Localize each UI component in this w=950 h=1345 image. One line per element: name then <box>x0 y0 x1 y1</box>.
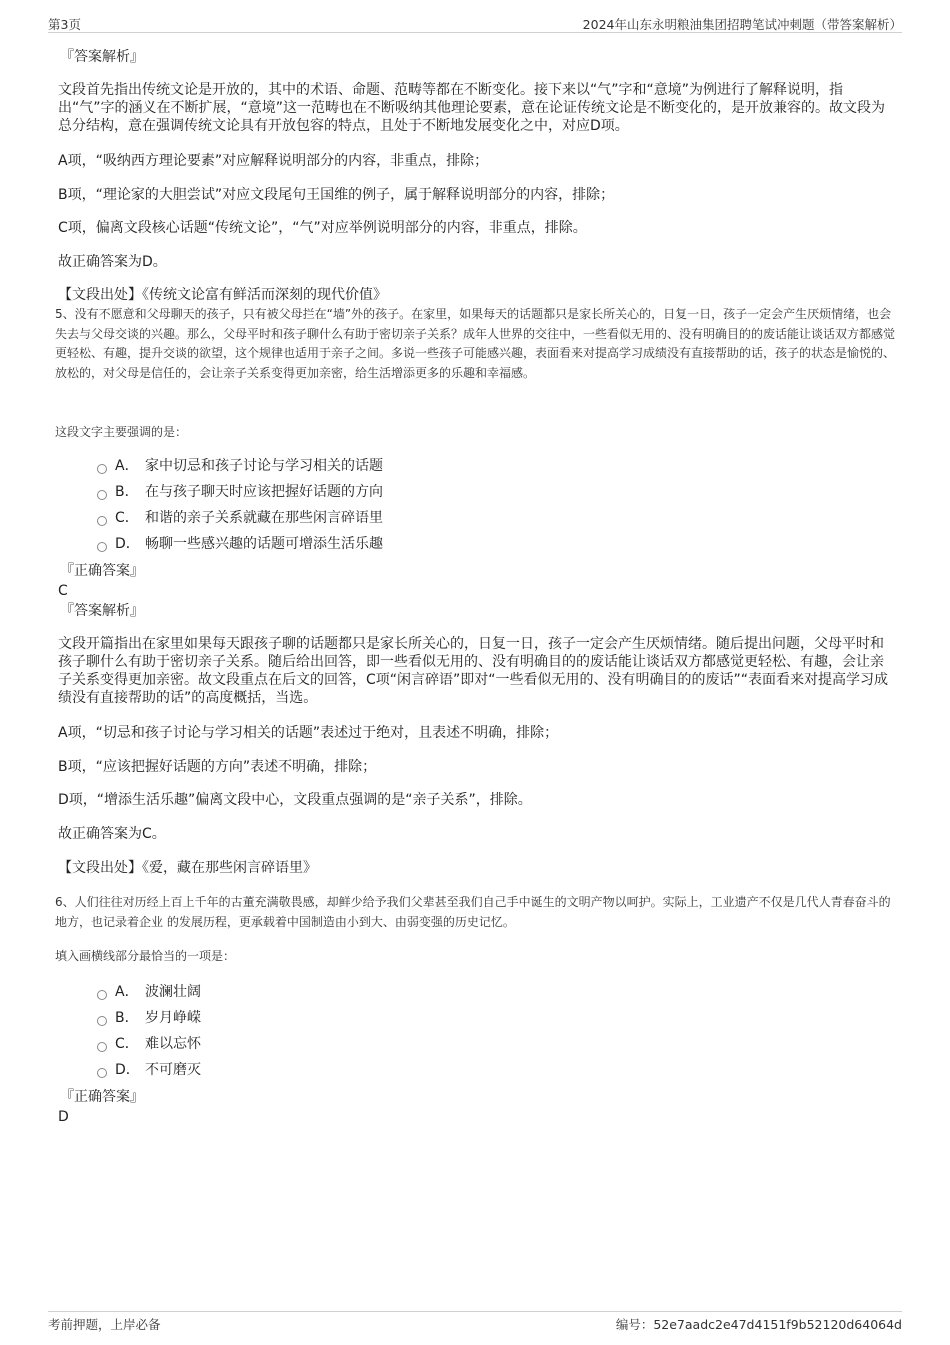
q6-option-a-key: A． <box>115 984 139 1000</box>
q5-prompt: 这段文字主要强调的是： <box>55 425 188 439</box>
q6-option-b-key: B． <box>115 1010 139 1026</box>
q5-option-b-radio[interactable] <box>97 490 107 500</box>
document-title: 2024年山东永明粮油集团招聘笔试冲刺题（带答案解析） <box>582 17 902 32</box>
q6-answer-title: 『正确答案』 <box>60 1089 144 1105</box>
q5-answer-title: 『正确答案』 <box>60 563 144 579</box>
q5-option-b-text: 在与孩子聊天时应该把握好话题的方向 <box>145 484 383 500</box>
page-number: 第3页 <box>48 17 81 32</box>
q5-option-a-text: 家中切忌和孩子讨论与学习相关的话题 <box>145 458 383 474</box>
q5-option-b-note: B项，“应该把握好话题的方向”表述不明确，排除； <box>58 759 377 775</box>
q5-option-d-key: D． <box>115 536 140 552</box>
q5-option-a-radio[interactable] <box>97 464 107 474</box>
q4-option-a-note: A项，“吸纳西方理论要素”对应解释说明部分的内容，非重点，排除； <box>58 153 489 169</box>
q6-option-a-radio[interactable] <box>97 990 107 1000</box>
q5-option-d-text: 畅聊一些感兴趣的话题可增添生活乐趣 <box>145 536 383 552</box>
q6-stem: 6、人们往往对历经上百上千年的古董充满敬畏感，却鲜少给予我们父辈甚至我们自己手中诞生的文明产物以呵护。实际上，工业遗产不仅是几代人青春奋斗的地方，也记录着企业 的发展历程，更承载着中国制造由小到大、由弱变强的历史记忆。 <box>55 895 891 929</box>
q6-option-b-text: 岁月峥嵘 <box>145 1010 201 1026</box>
page-footer <box>48 1311 902 1332</box>
q5-option-c-radio[interactable] <box>97 516 107 526</box>
q6-option-c-text: 难以忘怀 <box>145 1036 201 1052</box>
q5-option-d-radio[interactable] <box>97 542 107 552</box>
q5-conclusion: 故正确答案为C。 <box>58 826 166 842</box>
q6-option-c-key: C． <box>115 1036 139 1052</box>
q5-option-a-note: A项，“切忌和孩子讨论与学习相关的话题”表述过于绝对，且表述不明确，排除； <box>58 725 559 741</box>
q5-option-b-key: B． <box>115 484 139 500</box>
q6-option-d-radio[interactable] <box>97 1068 107 1078</box>
q4-option-b-note: B项，“理论家的大胆尝试”对应文段尾句王国维的例子，属于解释说明部分的内容，排除； <box>58 187 615 203</box>
q6-answer: D <box>58 1109 69 1125</box>
q5-analysis-text: 文段开篇指出在家里如果每天跟孩子聊的话题都只是家长所关心的，日复一日，孩子一定会产生厌烦情绪。随后提出问题，父母平时和孩子聊什么有助于密切亲子关系。随后给出回答，即一些看似无用的、没有明确目的的废话能让谈话双方都感觉更轻松、有趣，会让亲子关系变得更加亲密。故文段重点在后文的回答，C项“闲言碎语”即对“一些看似无用的、没有明确目的的废话”“表面看来对提高学习成绩没有直接帮助的话”的高度概括，当选。 <box>58 636 889 706</box>
page-header <box>48 12 902 33</box>
q5-option-c-text: 和谐的亲子关系就藏在那些闲言碎语里 <box>145 510 383 526</box>
q4-analysis-title: 『答案解析』 <box>60 49 144 65</box>
q5-analysis-title: 『答案解析』 <box>60 603 144 619</box>
q4-option-c-note: C项，偏离文段核心话题“传统文论”，“气”对应举例说明部分的内容，非重点，排除。 <box>58 220 587 236</box>
q5-option-c-key: C． <box>115 510 139 526</box>
q6-option-d-key: D． <box>115 1062 140 1078</box>
q5-answer: C <box>58 583 68 599</box>
q6-prompt: 填入画横线部分最恰当的一项是： <box>55 949 236 963</box>
q6-option-d-text: 不可磨灭 <box>145 1062 201 1078</box>
footer-slogan: 考前押题，上岸必备 <box>48 1317 161 1332</box>
q5-stem: 5、没有不愿意和父母聊天的孩子，只有被父母拦在“墙”外的孩子。在家里，如果每天的话题都只是家长所关心的，日复一日，孩子一定会产生厌烦情绪，也会失去与父母交谈的兴趣。那么，父母平时和孩子聊什么有助于密切亲子关系？成年人世界的交往中，一些看似无用的、没有明确目的的废话能让谈话双方都感觉更轻松、有趣，提升交谈的欲望，这个规律也适用于亲子之间。多说一些孩子可能感兴趣，表面看来对提高学习成绩没有直接帮助的话，孩子的状态是愉悦的、放松的，对父母是信任的，会让亲子关系变得更加亲密，给生活增添更多的乐趣和幸福感。 <box>55 307 896 380</box>
q4-analysis-text: 文段首先指出传统文论是开放的，其中的术语、命题、范畴等都在不断变化。接下来以“气”字和“意境”为例进行了解释说明，指出“气”字的涵义在不断扩展，“意境”这一范畴也在不断吸纳其他理论要素，意在论证传统文论是不断变化的，是开放兼容的。故文段为总分结构，意在强调传统文论具有开放包容的特点，且处于不断地发展变化之中，对应D项。 <box>58 82 886 134</box>
q4-source: 【文段出处】《传统文论富有鲜活而深刻的现代价值》 <box>58 287 387 303</box>
q6-option-c-radio[interactable] <box>97 1042 107 1052</box>
q6-option-a-text: 波澜壮阔 <box>145 984 201 1000</box>
q6-option-b-radio[interactable] <box>97 1016 107 1026</box>
document-code: 编号：52e7aadc2e47d4151f9b52120d64064d <box>615 1317 902 1332</box>
q5-option-d-note: D项，“增添生活乐趣”偏离文段中心，文段重点强调的是“亲子关系”，排除。 <box>58 792 532 808</box>
q5-source: 【文段出处】《爱，藏在那些闲言碎语里》 <box>58 860 317 876</box>
q4-conclusion: 故正确答案为D。 <box>58 254 167 270</box>
q5-option-a-key: A． <box>115 458 139 474</box>
